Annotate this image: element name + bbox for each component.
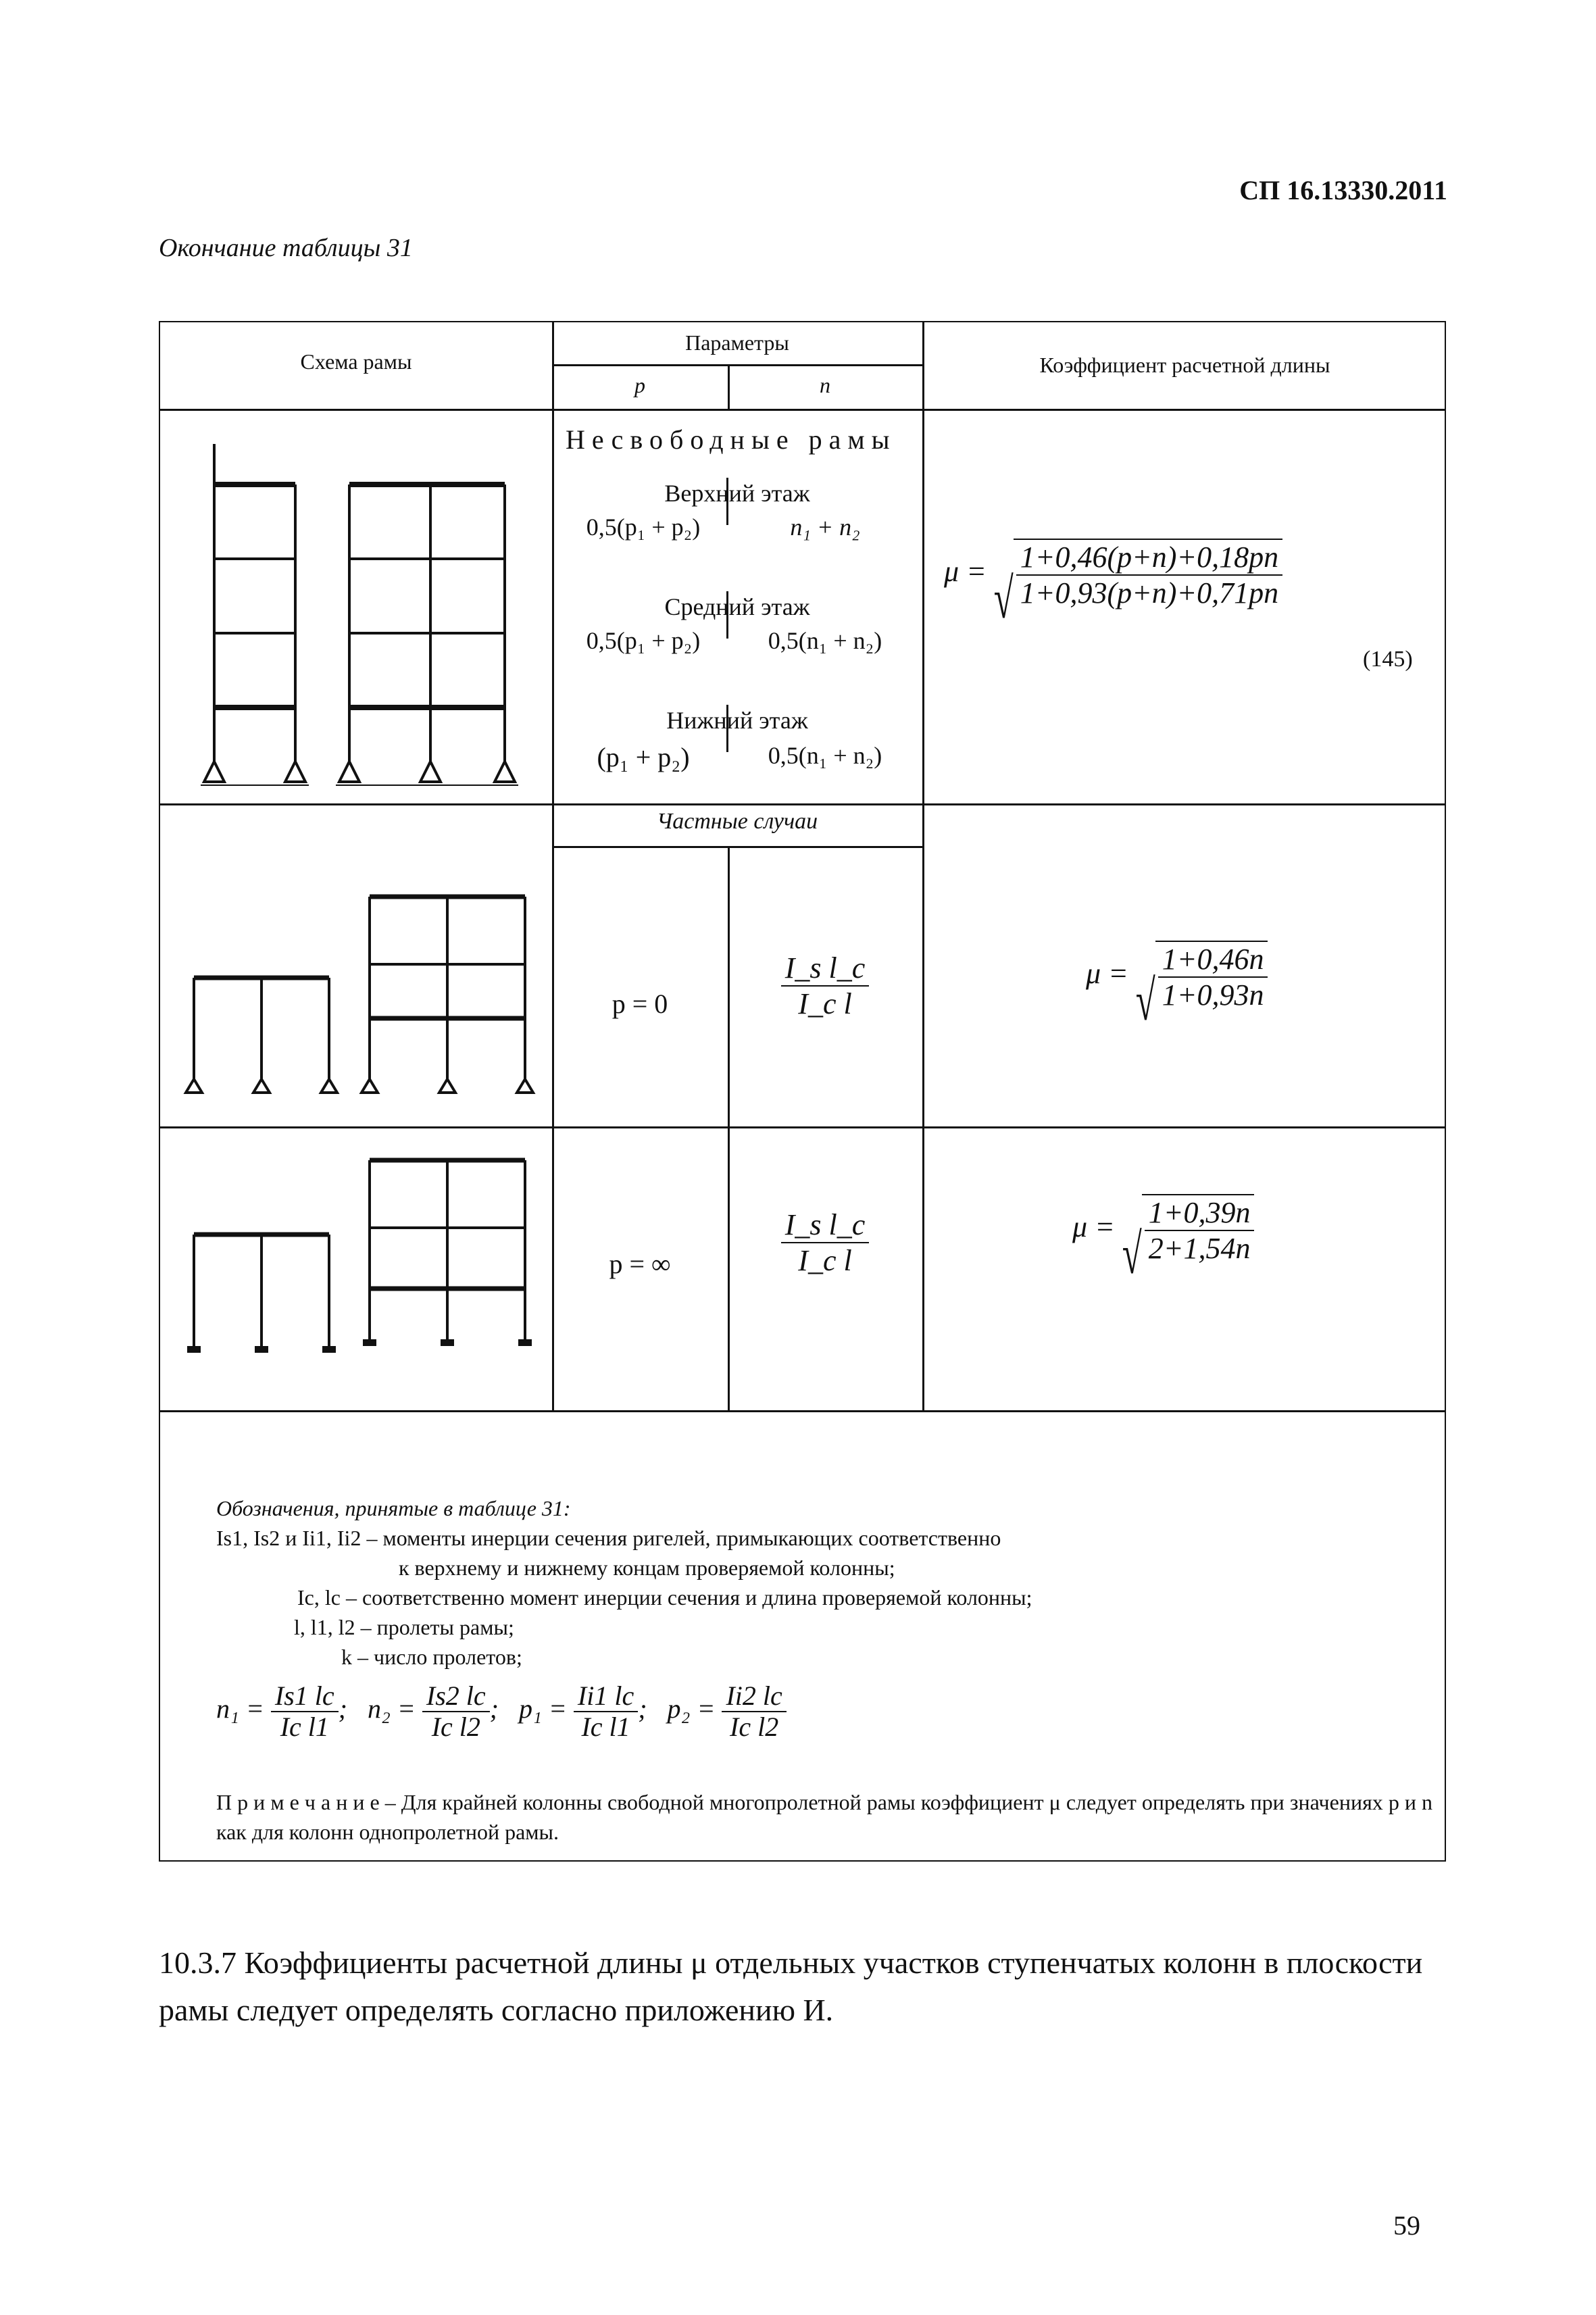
header-coef: Коэффициент расчетной длины — [1039, 353, 1330, 377]
mu-symbol: μ = — [1072, 1210, 1115, 1244]
notes-line-2: Ic, lc – соответственно момент инерции сечения и длина проверяемой колонны; — [297, 1585, 1032, 1610]
paragraph-10-3-7: 10.3.7 Коэффициенты расчетной длины μ отдельных участков ступенчатых колонн в плоскости рамы следует определять согласно приложению И. — [159, 1945, 1423, 2027]
row2-n-denominator: I_c l — [798, 987, 852, 1020]
equation-number: (145) — [1363, 647, 1413, 672]
row3-mu-numerator: 1+0,39n — [1145, 1195, 1255, 1231]
f-p2-label: p₂ = — [667, 1693, 716, 1724]
middle-p: 0,5(p₁ + p₂) — [586, 627, 701, 654]
row3-mu: μ = √ $\frac{1+0,39n}{2+1,54n}$ — [1072, 1194, 1254, 1266]
row2-mu-denominator: 1+0,93n — [1162, 978, 1264, 1012]
f-n2-numerator: Is2 lc — [422, 1681, 490, 1712]
page-number: 59 — [1393, 2210, 1420, 2241]
middle-n: 0,5(n₁ + n₂) — [768, 627, 882, 654]
lower-p: (p₁ + p₂) — [597, 742, 690, 772]
document-code: СП 16.13330.2011 — [1239, 175, 1447, 205]
notes-line-1b: к верхнему и нижнему концам проверяемой колонны; — [399, 1555, 895, 1580]
frame-two-span — [336, 484, 518, 795]
table-caption: Окончание таблицы 31 — [159, 234, 413, 262]
f-p1-denominator: Ic l1 — [581, 1712, 630, 1742]
row2-mu-numerator: 1+0,46n — [1158, 942, 1268, 978]
upper-n: n₁ + n₂ — [790, 514, 860, 541]
lower-n: 0,5(n₁ + n₂) — [768, 742, 882, 769]
row2-p: p = 0 — [612, 989, 668, 1019]
lower-floor-label: Нижний этаж — [666, 707, 808, 734]
f-p1-numerator: Ii1 lc — [574, 1681, 638, 1712]
header-p: p — [634, 373, 645, 397]
row2-n-numerator: I_s l_c — [781, 951, 870, 987]
row3-n-denominator: I_c l — [798, 1244, 852, 1277]
frame-diagram-p-zero — [174, 856, 552, 1120]
row2-mu: μ = √ $\frac{1+0,46n}{1+0,93n}$ — [1086, 941, 1268, 1012]
mu-formula-145: μ = √ $\frac{1+0,46(p+n)+0,18pn}{1+0,93(p+n)+0,71pn}$ — [944, 539, 1282, 610]
row3-n — [728, 1208, 922, 1278]
header-n: n — [820, 373, 830, 397]
header-scheme: Схема рамы — [300, 349, 412, 374]
upper-floor-label: Верхний этаж — [664, 480, 810, 507]
table-notes — [216, 1493, 1032, 1742]
notes-line-4: k – число пролетов; — [341, 1645, 522, 1669]
notes-title: Обозначения, принятые в таблице 31: — [216, 1496, 571, 1520]
section-special: Частные случаи — [656, 809, 818, 834]
f-n2-label: n₂ = — [368, 1693, 416, 1724]
table-remark: П р и м е ч а н и е – Для крайней колонны свободной многопролетной рамы коэффициент μ следует определять при значениях p и n как для колонн однопролетной рамы. — [216, 1790, 1432, 1844]
mu-main-denominator: 1+0,93(p+n)+0,71pn — [1020, 576, 1279, 609]
row3-p: p = ∞ — [609, 1249, 671, 1279]
f-p1-label: p₁ = — [519, 1693, 567, 1724]
row3-mu-denominator: 2+1,54n — [1148, 1232, 1251, 1265]
f-n1-label: n₁ = — [216, 1693, 264, 1724]
middle-floor-label: Средний этаж — [664, 593, 810, 620]
frame-single-span — [201, 444, 309, 795]
mu-symbol: μ = — [1086, 957, 1128, 991]
f-n1-denominator: Ic l1 — [280, 1712, 329, 1742]
upper-p: 0,5(p₁ + p₂) — [586, 514, 701, 541]
f-p2-denominator: Ic l2 — [730, 1712, 779, 1742]
f-n1-numerator: Is1 lc — [271, 1681, 339, 1712]
notes-line-3: l, l1, l2 – пролеты рамы; — [294, 1615, 514, 1639]
section-nonfree: Несвободные рамы — [566, 424, 897, 455]
notes-formulas: n₁ = $\frac{Is1 lc}{\text{Ic l1}}$ ; n₂ = $\frac{Is2 lc}{\text{Ic l2}}$ ; p₁ = $\frac{Ii1 lc}{\text{Ic l1}}$ ; p₂ = $\frac{Ii2 lc}{\text{Ic l2}}$ — [216, 1681, 1032, 1742]
frame-diagram-nonfree — [187, 444, 539, 795]
header-params: Параметры — [685, 330, 789, 355]
row2-n — [728, 951, 922, 1021]
notes-line-1: Is1, Is2 и Ii1, Ii2 – моменты инерции сечения ригелей, примыкающих соответственно — [216, 1526, 1001, 1550]
mu-main-numerator: 1+0,46(p+n)+0,18pn — [1016, 540, 1282, 576]
frame-diagram-p-infinity — [174, 1133, 552, 1403]
mu-symbol: μ = — [944, 555, 987, 589]
f-p2-numerator: Ii2 lc — [722, 1681, 786, 1712]
f-n2-denominator: Ic l2 — [431, 1712, 480, 1742]
row3-n-numerator: I_s l_c — [781, 1208, 870, 1243]
